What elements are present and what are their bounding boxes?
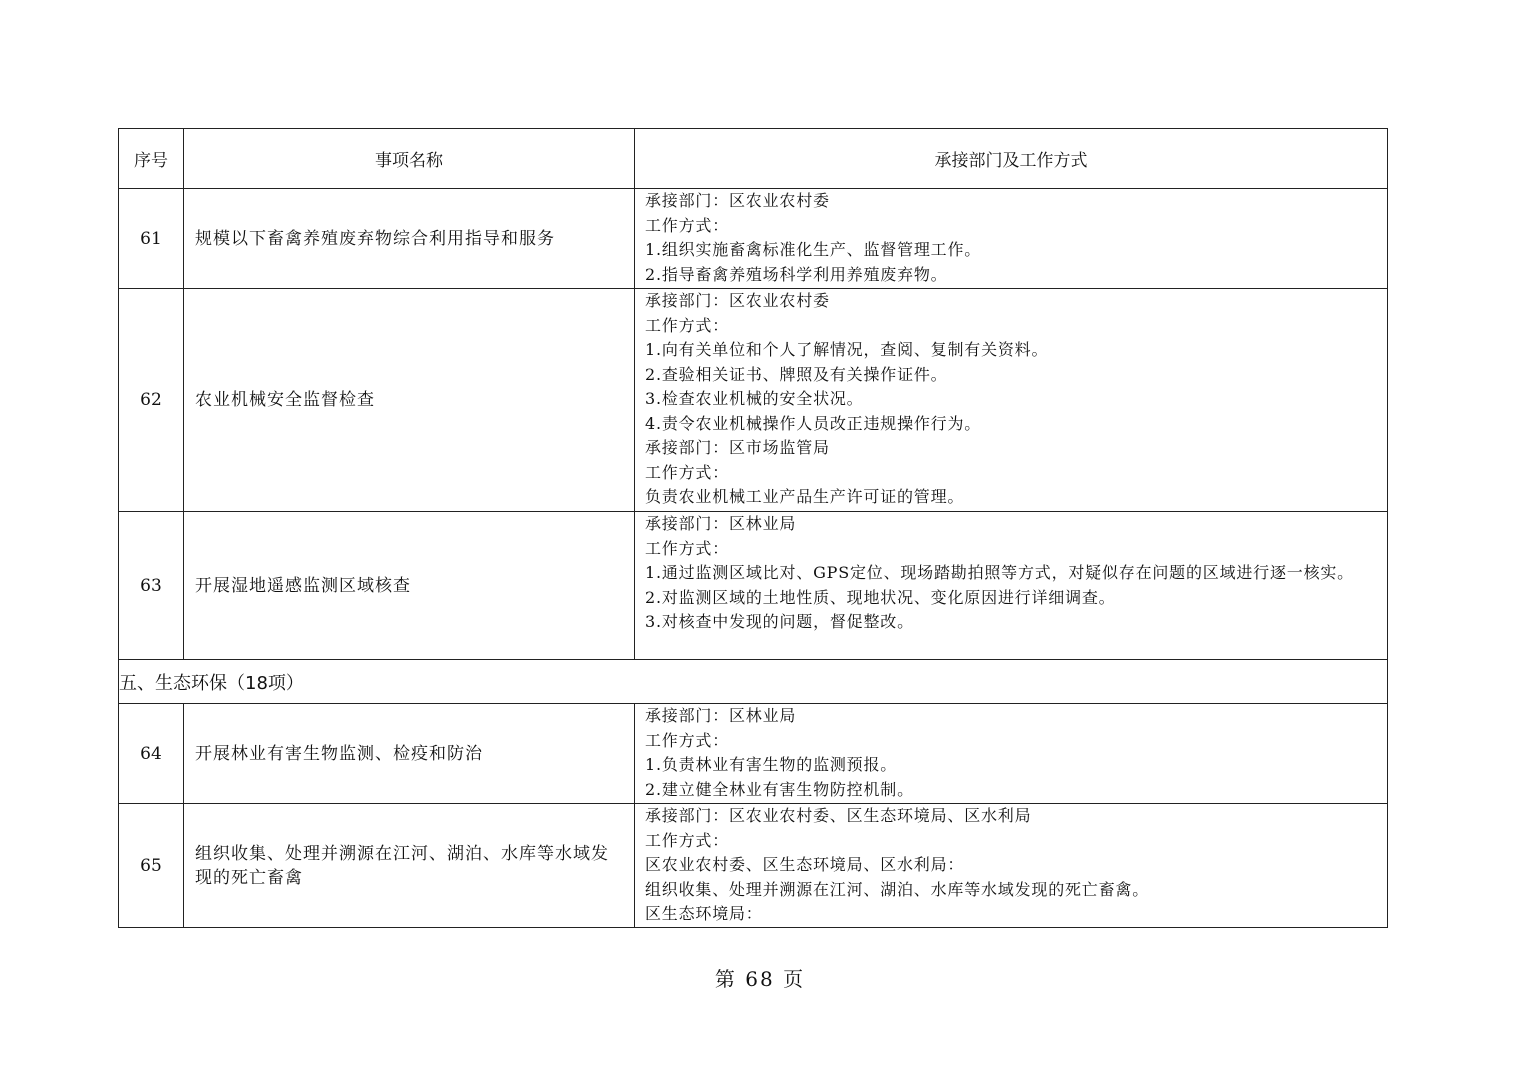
table-row bbox=[119, 289, 1388, 512]
detail-line: 区农业农村委、区生态环境局、区水利局： bbox=[645, 855, 965, 874]
row-number: 63 bbox=[119, 512, 184, 660]
table-row bbox=[119, 512, 1388, 660]
item-name: 规模以下畜禽养殖废弃物综合利用指导和服务 bbox=[184, 189, 635, 289]
detail-line: 组织收集、处理并溯源在江河、湖泊、水库等水域发现的死亡畜禽。 bbox=[645, 879, 1150, 899]
detail-line: 负责农业机械工业产品生产许可证的管理。 bbox=[645, 487, 965, 506]
detail-line: 承接部门：区农业农村委 bbox=[645, 291, 830, 310]
dept-method-cell bbox=[635, 189, 1388, 289]
detail-line: 2.指导畜禽养殖场科学利用养殖废弃物。 bbox=[645, 264, 948, 284]
detail-line: 1.向有关单位和个人了解情况，查阅、复制有关资料。 bbox=[645, 340, 1049, 359]
matters-table bbox=[118, 128, 1388, 928]
section-title: 五、生态环保（18项） bbox=[119, 660, 1388, 704]
dept-method-cell bbox=[635, 804, 1388, 928]
detail-line: 区生态环境局： bbox=[645, 904, 763, 923]
detail-line: 承接部门：区农业农村委 bbox=[645, 191, 830, 210]
page-number: 第 68 页 bbox=[714, 967, 806, 991]
detail-line: 2.对监测区域的土地性质、现地状况、变化原因进行详细调查。 bbox=[645, 587, 1116, 607]
detail-line: 工作方式： bbox=[645, 730, 730, 750]
detail-line: 工作方式： bbox=[645, 215, 730, 235]
detail-line: 承接部门：区林业局 bbox=[645, 706, 797, 725]
detail-line: 工作方式： bbox=[645, 538, 730, 558]
item-name: 组织收集、处理并溯源在江河、湖泊、水库等水域发现的死亡畜禽 bbox=[184, 804, 635, 928]
header-dept-method: 承接部门及工作方式 bbox=[635, 129, 1388, 189]
table-row bbox=[119, 804, 1388, 928]
table-row bbox=[119, 704, 1388, 804]
detail-line: 2.查验相关证书、牌照及有关操作证件。 bbox=[645, 364, 948, 384]
row-number: 64 bbox=[119, 704, 184, 804]
header-item-name: 事项名称 bbox=[184, 129, 635, 189]
detail-line: 承接部门：区农业农村委、区生态环境局、区水利局 bbox=[645, 806, 1032, 825]
table-row bbox=[119, 189, 1388, 289]
detail-line: 承接部门：区市场监管局 bbox=[645, 438, 830, 457]
detail-line: 1.组织实施畜禽标准化生产、监督管理工作。 bbox=[645, 240, 982, 259]
row-number: 61 bbox=[119, 189, 184, 289]
dept-method-cell bbox=[635, 704, 1388, 804]
dept-method-cell bbox=[635, 512, 1388, 660]
section-row bbox=[119, 660, 1388, 704]
detail-line: 1.通过监测区域比对、GPS定位、现场踏勘拍照等方式，对疑似存在问题的区域进行逐一核实。 bbox=[645, 563, 1354, 582]
detail-line: 1.负责林业有害生物的监测预报。 bbox=[645, 755, 898, 774]
detail-line: 3.检查农业机械的安全状况。 bbox=[645, 389, 864, 408]
table-header-row bbox=[119, 129, 1388, 189]
detail-line: 4.责令农业机械操作人员改正违规操作行为。 bbox=[645, 413, 982, 433]
detail-line: 工作方式： bbox=[645, 462, 730, 482]
dept-method-cell bbox=[635, 289, 1388, 512]
detail-line: 工作方式： bbox=[645, 315, 730, 335]
item-name: 农业机械安全监督检查 bbox=[184, 289, 635, 512]
row-number: 62 bbox=[119, 289, 184, 512]
item-name: 开展湿地遥感监测区域核查 bbox=[184, 512, 635, 660]
detail-line: 3.对核查中发现的问题，督促整改。 bbox=[645, 612, 914, 631]
detail-line: 工作方式： bbox=[645, 830, 730, 850]
header-seq: 序号 bbox=[119, 129, 184, 189]
row-number: 65 bbox=[119, 804, 184, 928]
item-name: 开展林业有害生物监测、检疫和防治 bbox=[184, 704, 635, 804]
detail-line: 2.建立健全林业有害生物防控机制。 bbox=[645, 779, 914, 799]
detail-line: 承接部门：区林业局 bbox=[645, 514, 797, 533]
